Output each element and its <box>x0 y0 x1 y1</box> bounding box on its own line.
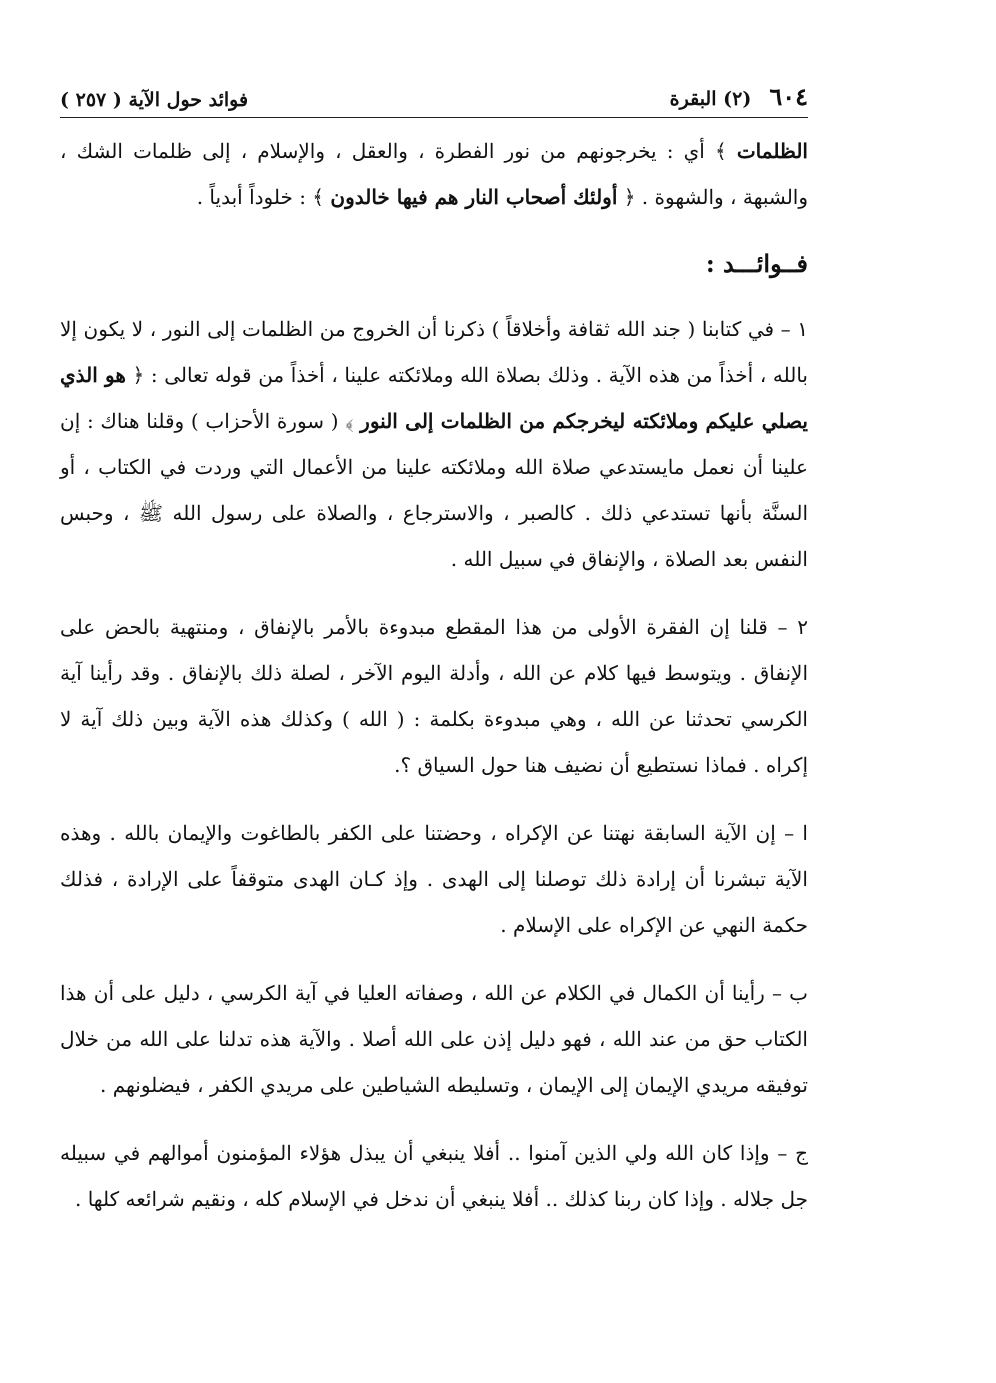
paragraph-1-text-b: ﴾ ( سورة الأحزاب ) وقلنا هناك : إن علينا أن نعمل مايستدعي صلاة الله وملائكته علينا من الأعمال التي وردت في الكتاب ، أو السنَّة بأنها تستدعي ذلك . كالصبر ، والاسترجاع ، والصلاة على رسول الله ﷺ ، وحبس النفس بعد الصلاة ، والإنفاق في سبيل الله . <box>60 409 808 571</box>
page <box>60 82 808 1222</box>
paragraph-1 <box>60 306 808 582</box>
section-title: فــوائـــد : <box>705 249 808 278</box>
intro-text: ﴾ أي : يخرجونهم من نور الفطرة ، والعقل ، والإسلام ، إلى ظلمات الشك ، والشبهة ، والشهوة . ﴿ <box>60 139 808 209</box>
intro-bold-word: الظلمات <box>736 139 808 163</box>
paragraph-2: ٢ – قلنا إن الفقرة الأولى من هذا المقطع مبدوءة بالأمر بالإنفاق ، ومنتهية بالحض على الإنفاق . ويتوسط فيها كلام عن الله ، وأدلة اليوم الآخر ، لصلة ذلك بالإنفاق . وقد رأينا آية الكرسي تحدثنا عن الله ، وهي مبدوءة بكلمة : ( الله ) وكذلك هذه الآية وبين ذلك آية لا إكراه . فماذا نستطيع أن نضيف هنا حول السياق ؟. <box>60 615 809 777</box>
paragraph-4: ب – رأينا أن الكمال في الكلام عن الله ، وصفاته العليا في آية الكرسي ، دليل على أن هذا الكتاب حق من عند الله ، فهو دليل إذن على الله أصلا . والآية هذه تدلنا على الله من خلال توفيقه مريدي الإيمان إلى الإيمان ، وتسليطه الشياطين على مريدي الكفر ، فيضلونهم . <box>60 981 808 1097</box>
paragraph-3: ا – إن الآية السابقة نهتنا عن الإكراه ، وحضتنا على الكفر بالطاغوت والإيمان بالله . وهذه الآية تبشرنا أن إرادة ذلك توصلنا إلى الهدى . وإذ كـان الهدى متوقفاً على الإرادة ، فذلك حكمة النهي عن الإكراه على الإسلام . <box>60 821 808 937</box>
page-header <box>60 82 808 118</box>
section-label: فوائد حول الآية ( ٢٥٧ ) <box>60 89 249 111</box>
intro-verse: أولئك أصحاب النار هم فيها خالدون <box>330 185 618 209</box>
paragraph-5: ج – وإذا كان الله ولي الذين آمنوا .. أفلا ينبغي أن يبذل هؤلاء المؤمنون أموالهم في سبيله جل جلاله . وإذا كان ربنا كذلك .. أفلا ينبغي أن ندخل في الإسلام كله ، ونقيم شرائعه كلها . <box>60 1141 808 1211</box>
intro-end: ﴾ : خلوداً أبدياً . <box>196 185 331 209</box>
header-right <box>670 82 808 111</box>
paragraph-1-verse: هو الذي يصلي عليكم وملائكته ليخرجكم من الظلمات إلى النور <box>60 363 808 433</box>
page-content <box>60 128 808 1222</box>
paragraph-1-text-a: ١ – في كتابنا ( جند الله ثقافة وأخلاقاً ) ذكرنا أن الخروج من الظلمات إلى النور ، لا يكون إلا بالله ، أخذاً من هذه الآية . وذلك بصلاة الله وملائكته علينا ، أخذاً من قوله تعالى : ﴿ <box>60 317 808 387</box>
intro-paragraph <box>60 128 808 220</box>
page-number: ٦٠٤ <box>769 82 808 111</box>
chapter-label: (٢) البقرة <box>669 88 752 110</box>
